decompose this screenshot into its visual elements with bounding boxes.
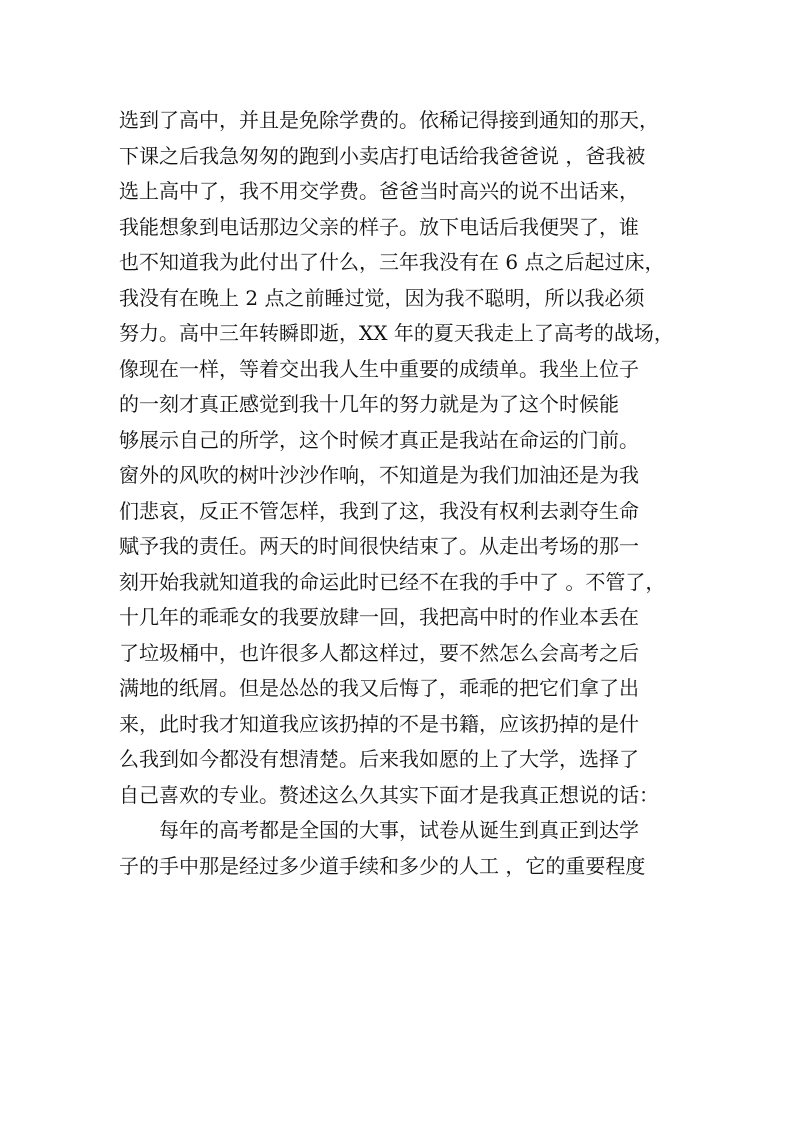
text-line-1: 选到了高中，并且是免除学费的。依稀记得接到通知的那天， xyxy=(119,108,659,132)
text-line-3: 选上高中了，我不用交学费。爸爸当时高兴的说不出话来， xyxy=(119,179,639,203)
text-line-14: 刻开始我就知道我的命运此时已经不在我的手中了 。不管了， xyxy=(119,569,666,594)
text-line-4: 我能想象到电话那边父亲的样子。放下电话后我便哭了，谁 xyxy=(119,214,639,239)
body-text xyxy=(119,103,679,884)
text-line-8: 像现在一样，等着交出我人生中重要的成绩单。我坐上位子 xyxy=(119,356,639,381)
text-line-15: 十几年的乖乖女的我要放肆一回，我把高中时的作业本丢在 xyxy=(119,605,639,629)
text-line-22: 子的手中那是经过多少道手续和多少的人工 ，它的重要程度 xyxy=(119,853,646,878)
text-line-11: 窗外的风吹的树叶沙沙作响，不知道是为我们加油还是为我 xyxy=(119,463,639,487)
text-line-18: 来，此时我才知道我应该扔掉的不是书籍，应该扔掉的是什 xyxy=(119,711,639,736)
text-line-10: 够展示自己的所学，这个时候才真正是我站在命运的门前。 xyxy=(119,427,639,452)
text-line-20: 自己喜欢的专业。赘述这么久其实下面才是我真正想说的话： xyxy=(119,782,659,807)
text-line-6: 我没有在晚上 2 点之前睡过觉，因为我不聪明，所以我必须 xyxy=(119,285,645,310)
text-line-13: 赋予我的责任。两天的时间很快结束了。从走出考场的那一 xyxy=(119,534,639,558)
text-line-9: 的一刻才真正感觉到我十几年的努力就是为了这个时候能 xyxy=(119,392,619,416)
text-line-12: 们悲哀，反正不管怎样，我到了这，我没有权利去剥夺生命 xyxy=(119,498,639,523)
text-line-5: 也不知道我为此付出了什么，三年我没有在 6 点之后起过床， xyxy=(119,250,665,274)
text-line-21: 每年的高考都是全国的大事，试卷从诞生到真正到达学 xyxy=(159,818,639,842)
text-line-2: 下课之后我急匆匆的跑到小卖店打电话给我爸爸说 ，爸我被 xyxy=(119,143,646,168)
text-line-7: 努力。高中三年转瞬即逝，XX 年的夏天我走上了高考的战场， xyxy=(119,321,674,345)
text-line-19: 么我到如今都没有想清楚。后来我如愿的上了大学，选择了 xyxy=(119,747,639,771)
text-line-17: 满地的纸屑。但是怂怂的我又后悔了，乖乖的把它们拿了出 xyxy=(119,676,639,700)
text-line-16: 了垃圾桶中，也许很多人都这样过，要不然怎么会高考之后 xyxy=(119,640,639,665)
